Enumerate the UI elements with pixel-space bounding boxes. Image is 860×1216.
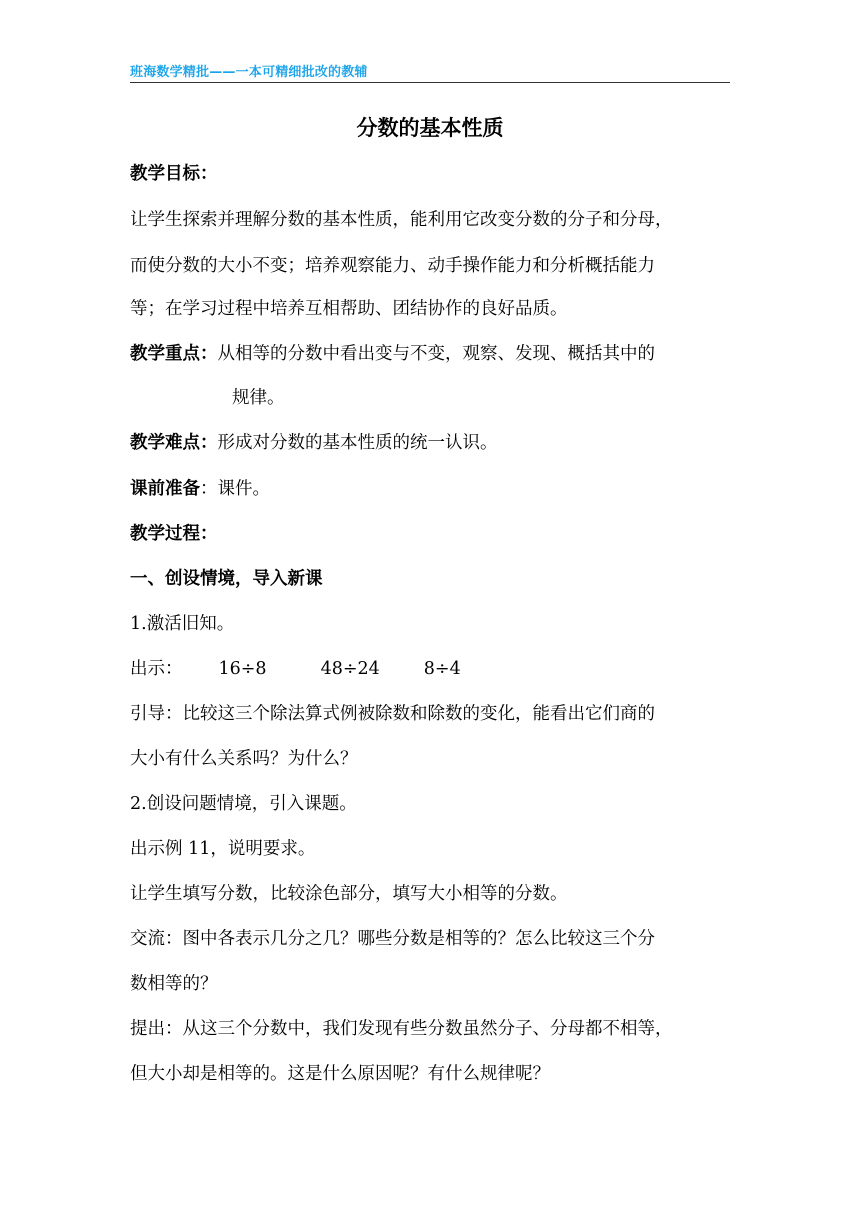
- goals-line: 而使分数的大小不变；培养观察能力、动手操作能力和分析概括能力: [130, 256, 655, 276]
- header-divider: [130, 82, 730, 83]
- expression: 48÷24: [320, 659, 380, 679]
- preparation-text: ：课件。: [200, 479, 270, 499]
- page-title: 分数的基本性质: [356, 116, 504, 140]
- step-1: 1.激活旧知。: [130, 614, 235, 634]
- example-line: 出示例 11，说明要求。: [130, 839, 316, 859]
- expression: 8÷4: [423, 659, 461, 679]
- header-brand: 班海数学精批——一本可精细批改的教辅: [130, 65, 368, 80]
- preparation-label: 课前准备: [130, 479, 200, 499]
- key-points-label: 教学重点：: [130, 344, 218, 364]
- section-heading: 一、创设情境，导入新课: [130, 569, 323, 589]
- propose-line: 提出：从这三个分数中，我们发现有些分数虽然分子、分母都不相等，: [130, 1019, 673, 1039]
- goals-line: 让学生探索并理解分数的基本性质，能利用它改变分数的分子和分母，: [130, 210, 673, 230]
- goals-line: 等；在学习过程中培养互相帮助、团结协作的良好品质。: [130, 299, 568, 319]
- guide-line: 引导：比较这三个除法算式例被除数和除数的变化，能看出它们商的: [130, 704, 655, 724]
- step-2: 2.创设问题情境，引入课题。: [130, 794, 357, 814]
- exchange-line: 交流：图中各表示几分之几？哪些分数是相等的？怎么比较这三个分: [130, 929, 655, 949]
- difficulty-label: 教学难点：: [130, 433, 218, 453]
- goals-heading: 教学目标：: [130, 164, 218, 184]
- expression: 16÷8: [218, 659, 267, 679]
- exchange-line: 数相等的？: [130, 974, 218, 994]
- key-points-text: 从相等的分数中看出变与不变，观察、发现、概括其中的: [217, 344, 655, 364]
- guide-line: 大小有什么关系吗？为什么？: [130, 749, 358, 769]
- show-label: 出示：: [130, 659, 183, 679]
- key-points-continuation: 规律。: [232, 388, 285, 408]
- key-points: [130, 342, 740, 366]
- show-expressions: [130, 657, 740, 681]
- fill-line: 让学生填写分数，比较涂色部分，填写大小相等的分数。: [130, 884, 568, 904]
- preparation: [130, 477, 740, 501]
- process-heading: 教学过程：: [130, 524, 218, 544]
- difficulty: [130, 431, 740, 455]
- propose-line: 但大小却是相等的。这是什么原因呢？有什么规律呢？: [130, 1064, 550, 1084]
- difficulty-text: 形成对分数的基本性质的统一认识。: [217, 433, 498, 453]
